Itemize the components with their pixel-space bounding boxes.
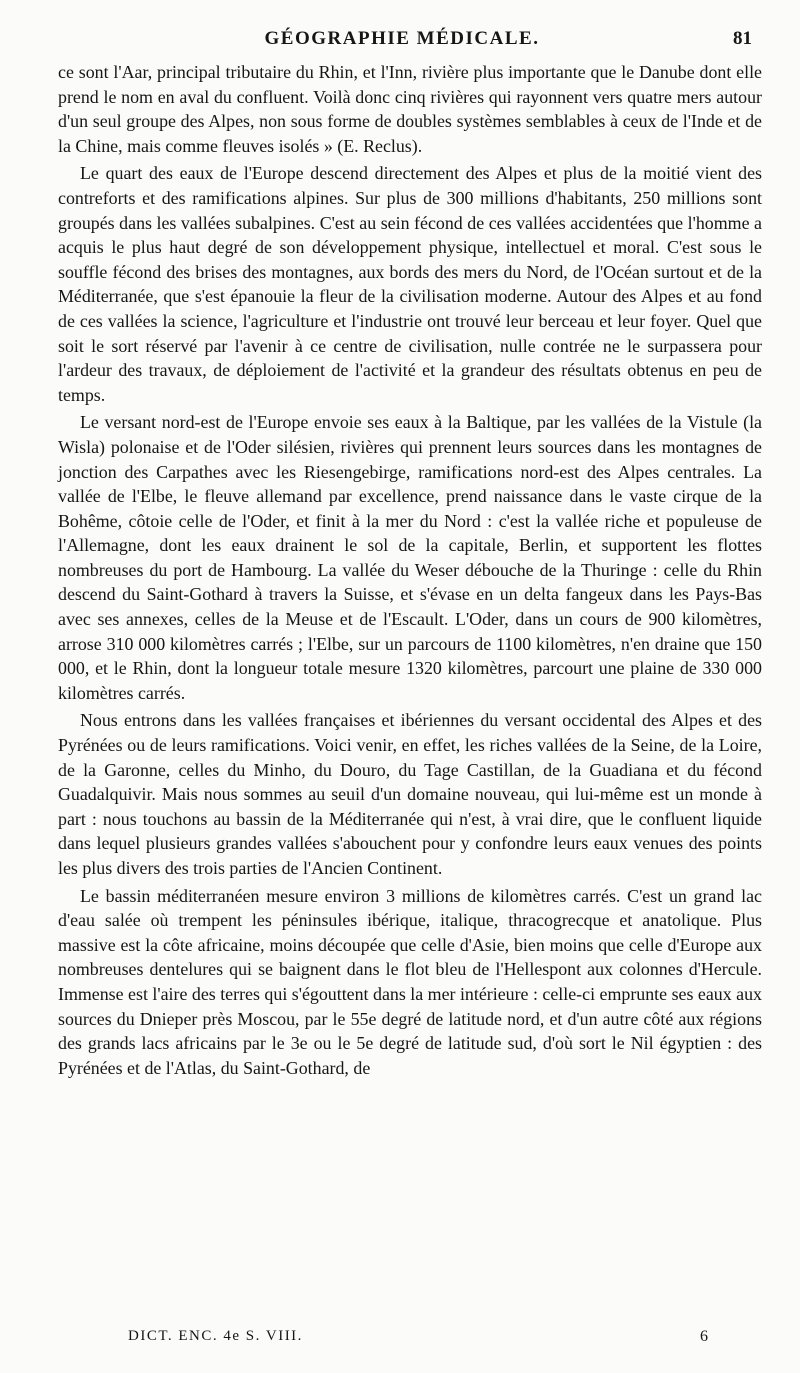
body-text [58, 60, 762, 1083]
paragraph: Le versant nord-est de l'Europe envoie ses eaux à la Baltique, par les vallées de la Vistule (la Wisla) polonaise et de l'Oder silésien, rivières qui prennent leurs sources dans les montagnes de jonction des Carpathes avec les Riesengebirge, ramifications nord-est des Alpes centrales. La vallée de l'Elbe, le fleuve allemand par excellence, prend naissance dans le vaste cirque de la Bohême, côtoie celle de l'Oder, et finit à la mer du Nord : c'est la vallée riche et populeuse de l'Allemagne, dont les eaux drainent le sol de la capitale, Berlin, et supportent les flottes nombreuses du port de Hambourg. La vallée du Weser débouche de la Thuringe : celle du Rhin descend du Saint-Gothard à travers la Suisse, et s'évase en un delta fangeux dans les Pays-Bas avec ses annexes, celles de la Meuse et de l'Escault. L'Oder, dans un cours de 900 kilomètres, arrose 310 000 kilomètres carrés ; l'Elbe, sur un parcours de 1100 kilomètres, n'en draine que 150 000, et le Rhin, dont la longueur totale mesure 1320 kilomètres, parcourt une plaine de 330 000 kilomètres carrés. [58, 412, 762, 703]
page-header [52, 28, 752, 58]
running-title: GÉOGRAPHIE MÉDICALE. [264, 28, 540, 49]
page-footer [128, 1328, 708, 1352]
paragraph-continuation: ce sont l'Aar, principal tributaire du Rhin, et l'Inn, rivière plus importante que le Danube dont elle prend le nom en aval du confluent. Voilà donc cinq rivières qui rayonnent vers quatre mers autour d'un seul groupe des Alpes, non sous forme de doubles systèmes semblables à ceux de l'Inde et de la Chine, mais comme fleuves isolés » (E. Reclus). [58, 62, 762, 156]
paragraph: Le bassin méditerranéen mesure environ 3 millions de kilomètres carrés. C'est un grand lac d'eau salée où trempent les péninsules ibérique, italique, thracogrecque et anatolique. Plus massive est la côte africaine, moins découpée que celle d'Asie, bien moins que celle d'Europe aux nombreuses dentelures qui se baignent dans le flot bleu de l'Hellespont aux colonnes d'Hercule. Immense est l'aire des terres qui s'égouttent dans la mer intérieure : celle-ci emprunte ses eaux aux sources du Dnieper près Moscou, par le 55e degré de latitude nord, et d'un autre côté aux régions des grands lacs africains par le 3e ou le 5e degré de latitude sud, d'où sort le Nil égyptien : des Pyrénées et de l'Atlas, du Saint-Gothard, de [58, 885, 762, 1078]
sheet-number: 6 [700, 1328, 708, 1345]
page-number: 81 [733, 28, 752, 49]
paragraph: Nous entrons dans les vallées françaises et ibériennes du versant occidental des Alpes et des Pyrénées ou de leurs ramifications. Voici venir, en effet, les riches vallées de la Seine, de la Loire, de la Garonne, celles du Minho, du Douro, du Tage Castillan, de la Guadiana et du fécond Guadalquivir. Mais nous sommes au seuil d'un domaine nouveau, qui lui-même est un monde à part : nous touchons au bassin de la Méditerranée qui n'est, à vrai dire, que le confluent liquide dans lequel plusieurs grandes vallées s'abouchent pour y confondre leurs eaux venues des points les plus divers des trois parties de l'Ancien Continent. [58, 710, 762, 878]
paragraph: Le quart des eaux de l'Europe descend directement des Alpes et plus de la moitié vient des contreforts et des ramifications alpines. Sur plus de 300 millions d'habitants, 250 millions sont groupés dans les vallées subalpines. C'est au sein fécond de ces vallées accidentées que l'homme a acquis le plus haut degré de son développement physique, intellectuel et moral. C'est sous le souffle fécond des brises des montagnes, aux bords des mers du Nord, de l'Océan surtout et de la Méditerranée, que s'est épanouie la fleur de la civilisation moderne. Autour des Alpes et au fond de ces vallées la science, l'agriculture et l'industrie ont trouvé leur berceau et leur foyer. Quel que soit le sort réservé par l'avenir à ce centre de civilisation, nulle contrée ne le surpassera pour l'ardeur des travaux, de déploiement de l'activité et la grandeur des résultats obtenus en peu de temps. [58, 163, 762, 405]
printer-signature: DICT. ENC. 4e S. VIII. [128, 1328, 303, 1344]
